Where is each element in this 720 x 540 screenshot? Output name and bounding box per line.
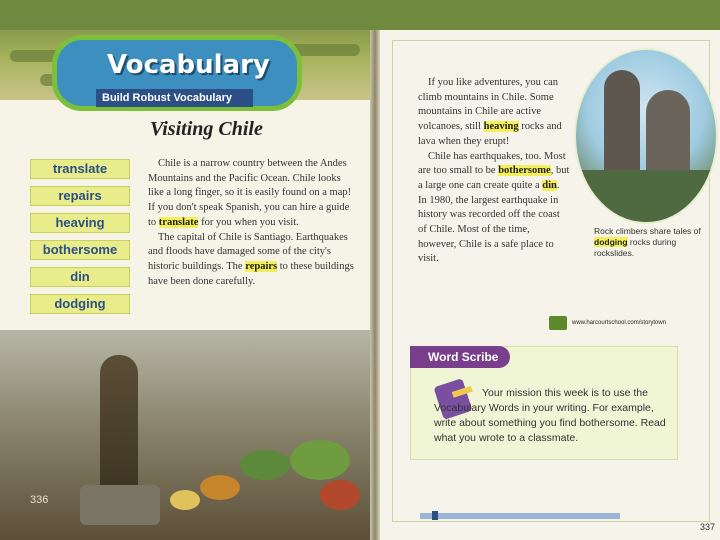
vocab-word: repairs [30,186,130,206]
text: for you when you visit. [201,216,299,228]
text: The capital of Chile is Santiago. Earthquakes and floods have damaged some of the city's historic buildings. The [148,231,348,272]
footer-icon [432,511,438,520]
text: Chile is a narrow country between the Andes Mountains and the Pacific Ocean. Chile looks like a long finger, so it is easily found on a map! If you don't speak Spanish, you can hire a guide to [148,158,352,228]
text: If you like adventures, you can climb mountains in Chile. Some mountains in Chile are active volcanoes, still [418,77,559,133]
vocab-word: bothersome [30,240,130,260]
paragraph [148,231,358,290]
highlighted-word: repairs [245,260,278,272]
badge-title: Vocabulary [107,50,270,80]
text: Rock climbers share tales of [594,226,701,236]
word-scribe-text [434,386,670,446]
photo-caption [594,226,706,259]
online-icon [549,316,567,330]
text: . In 1980, the largest earthquake in history was recorded off the coast of Chile. Most of the time, however, Chile is a safe place to visit. [418,179,560,265]
paragraph [418,76,570,150]
word-scribe-title: Word Scribe [410,346,510,368]
mountain-photo [574,48,718,224]
highlighted-word: dodging [594,237,628,247]
market-photo [0,330,370,540]
text: Chile has earthquakes, too. Most are too small to be [418,150,566,177]
vocab-word: heaving [30,213,130,233]
text: to these buildings have been done carefully. [148,260,354,287]
paragraph [148,157,358,231]
text: , but a large one can create quite a [418,165,570,191]
vocab-word: din [30,267,130,287]
highlighted-word: din [542,179,557,191]
text: Your mission this week is to use the Vocabulary Words in your writing. For example, write about something you find bothersome. Read what you wrote to a classmate. [434,387,666,444]
paragraph [418,150,570,268]
highlighted-word: bothersome [498,165,551,177]
vocab-word: dodging [30,294,130,314]
footer-bar [420,513,620,519]
page-number-right: 337 [700,522,716,532]
statue [100,355,138,495]
text: rocks and lava when they erupt! [418,121,562,147]
vocab-word: translate [30,159,130,179]
online-url[interactable]: www.harcourtschool.com/storytown [572,320,667,326]
page-number-left: 336 [30,494,49,506]
text: rocks during rockslides. [594,237,677,258]
highlighted-word: translate [158,216,199,228]
top-bar [0,0,720,30]
highlighted-word: heaving [483,121,519,133]
subheading: Build Robust Vocabulary [96,89,253,107]
book-spine [370,30,380,540]
right-passage [418,76,570,267]
vocab-word-list [30,159,130,321]
fountain [80,485,160,525]
left-passage [148,157,358,289]
article-title: Visiting Chile [150,118,263,140]
